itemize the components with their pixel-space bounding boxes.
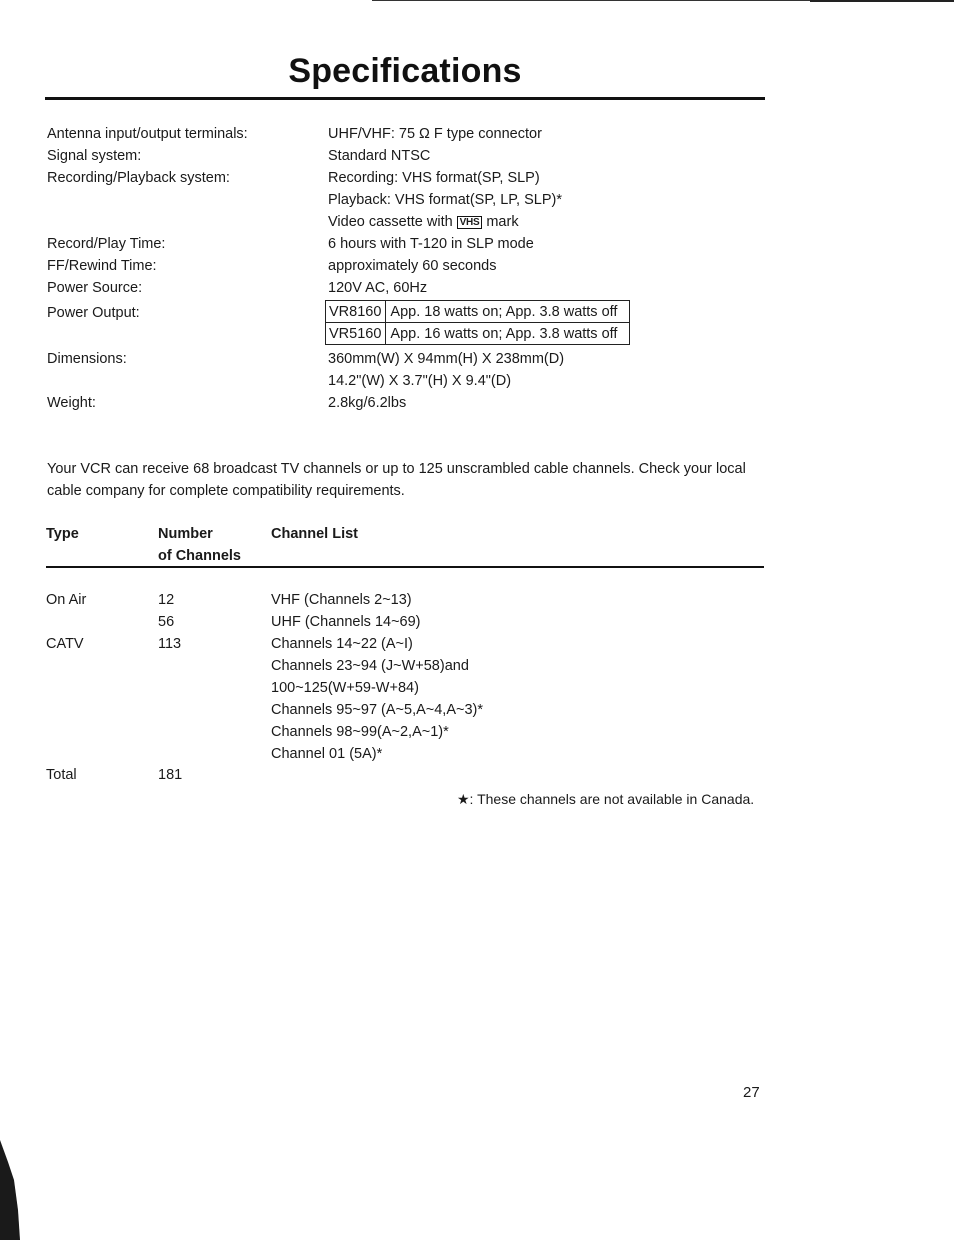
header-channel-list: Channel List — [271, 526, 359, 542]
power-source-label: Power Source: — [47, 280, 143, 296]
binding-edge-mark — [0, 1140, 22, 1240]
power-value: App. 18 watts on; App. 3.8 watts off — [386, 301, 630, 323]
power-model: VR8160 — [326, 301, 386, 323]
row-number: 12 — [158, 592, 175, 608]
row-channel-list: Channels 23~94 (J~W+58)and — [271, 658, 469, 674]
power-output-row — [326, 323, 630, 345]
power-model: VR5160 — [326, 323, 386, 345]
intro-paragraph — [47, 458, 767, 502]
power-source-value: 120V AC, 60Hz — [328, 280, 428, 296]
record-time-label: Record/Play Time: — [47, 236, 166, 252]
ff-rewind-value: approximately 60 seconds — [328, 258, 497, 274]
dimensions-imperial: 14.2"(W) X 3.7"(H) X 9.4"(D) — [328, 373, 512, 389]
row-channel-list: Channels 14~22 (A~I) — [271, 636, 413, 652]
row-channel-list: UHF (Channels 14~69) — [271, 614, 421, 630]
row-channel-list: 100~125(W+59-W+84) — [271, 680, 419, 696]
page-number: 27 — [743, 1084, 760, 1101]
header-number-line1: Number — [158, 526, 213, 542]
header-type: Type — [46, 526, 79, 542]
total-label: Total — [46, 767, 77, 783]
dimensions-label: Dimensions: — [47, 351, 127, 367]
row-number: 113 — [158, 636, 182, 652]
intro-line-2: cable company for complete compatibility requirements. — [47, 483, 405, 499]
header-number — [158, 523, 241, 567]
row-number: 56 — [158, 614, 175, 630]
header-number-line2: of Channels — [158, 548, 241, 564]
footnote: ★: These channels are not available in Canada. — [457, 791, 755, 807]
antenna-value: UHF/VHF: 75 Ω F type connector — [328, 126, 542, 142]
power-output-table — [325, 300, 630, 345]
cassette-line — [328, 213, 519, 231]
top-edge-rule-thick — [810, 0, 954, 2]
cassette-suffix: mark — [486, 214, 519, 230]
row-channel-list: Channel 01 (5A)* — [271, 746, 383, 762]
channel-table-rule — [46, 566, 764, 568]
playback-value: Playback: VHS format(SP, LP, SLP)* — [328, 192, 562, 208]
vhs-logo-icon: VHS — [457, 216, 483, 229]
power-output-label: Power Output: — [47, 305, 140, 321]
recording-label: Recording/Playback system: — [47, 170, 230, 186]
weight-label: Weight: — [47, 395, 96, 411]
signal-label: Signal system: — [47, 148, 142, 164]
intro-line-1: Your VCR can receive 68 broadcast TV channels or up to 125 unscrambled cable channels. Check your local — [47, 461, 746, 477]
recording-value: Recording: VHS format(SP, SLP) — [328, 170, 540, 186]
ff-rewind-label: FF/Rewind Time: — [47, 258, 157, 274]
record-time-value: 6 hours with T-120 in SLP mode — [328, 236, 534, 252]
antenna-label: Antenna input/output terminals: — [47, 126, 248, 142]
page-title: Specifications — [288, 52, 522, 90]
weight-value: 2.8kg/6.2lbs — [328, 395, 407, 411]
power-value: App. 16 watts on; App. 3.8 watts off — [386, 323, 630, 345]
row-channel-list: VHF (Channels 2~13) — [271, 592, 412, 608]
cassette-prefix: Video cassette with — [328, 214, 453, 230]
total-value: 181 — [158, 767, 183, 783]
power-output-row — [326, 301, 630, 323]
dimensions-metric: 360mm(W) X 94mm(H) X 238mm(D) — [328, 351, 565, 367]
row-channel-list: Channels 95~97 (A~5,A~4,A~3)* — [271, 702, 484, 718]
row-channel-list: Channels 98~99(A~2,A~1)* — [271, 724, 449, 740]
row-type: On Air — [46, 592, 87, 608]
title-underline — [45, 97, 765, 100]
row-type: CATV — [46, 636, 84, 652]
signal-value: Standard NTSC — [328, 148, 431, 164]
